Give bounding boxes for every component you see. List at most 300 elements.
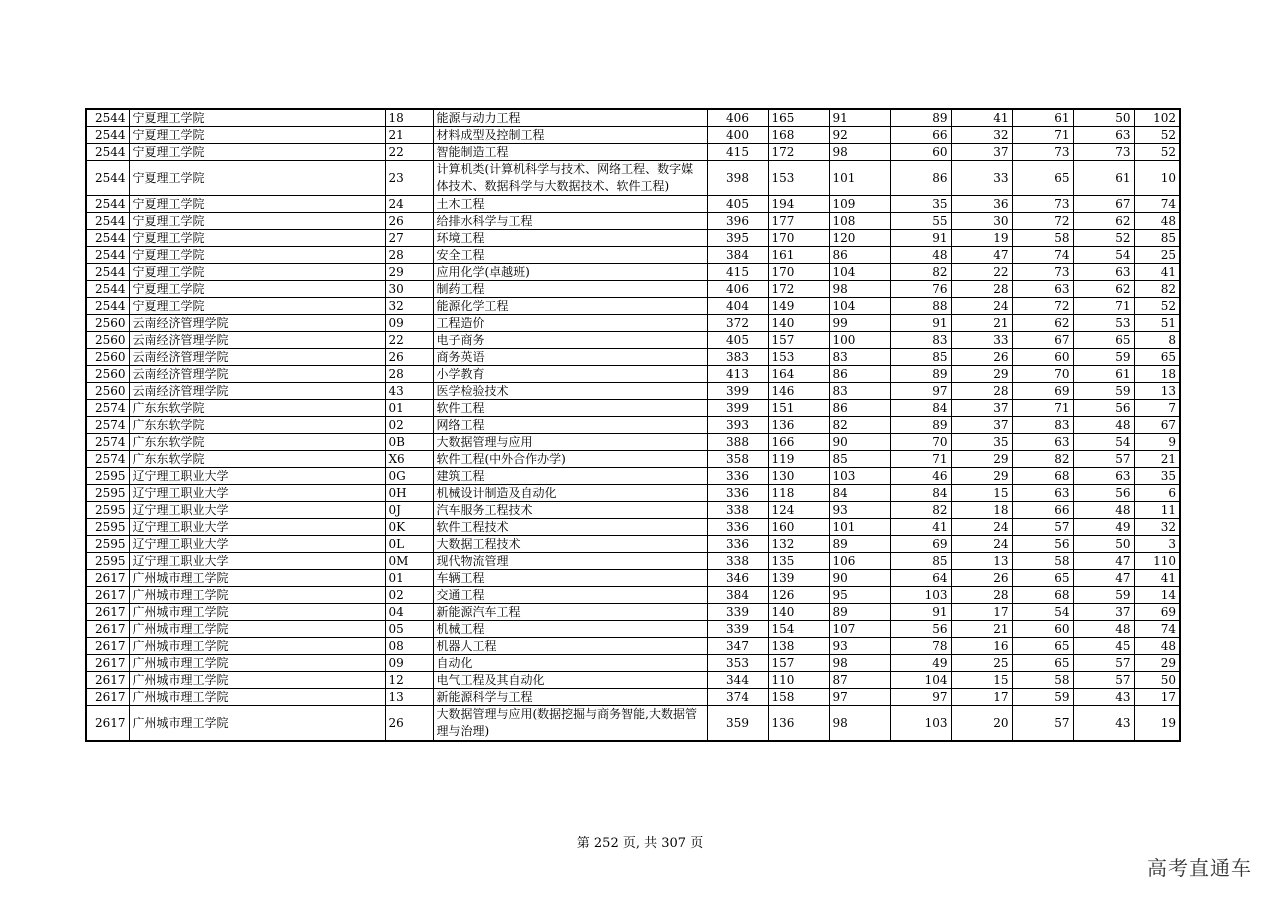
school-code-cell: 2617 [86,655,129,672]
school-code-cell: 2544 [86,127,129,144]
table-row [86,672,1180,689]
table-body [86,109,1180,741]
major-name-cell: 现代物流管理 [433,553,707,570]
score-g-cell: 65 [1134,349,1180,366]
score-total-cell: 336 [707,536,768,553]
score-c-cell: 97 [890,689,951,706]
score-e-cell: 70 [1012,366,1073,383]
score-b-cell: 83 [829,383,890,400]
score-e-cell: 57 [1012,519,1073,536]
score-f-cell: 47 [1073,553,1134,570]
score-b-cell: 99 [829,315,890,332]
school-code-cell: 2617 [86,689,129,706]
major-name-cell: 智能制造工程 [433,144,707,161]
score-total-cell: 384 [707,247,768,264]
table-row [86,621,1180,638]
score-total-cell: 339 [707,604,768,621]
score-e-cell: 65 [1012,638,1073,655]
score-f-cell: 43 [1073,706,1134,742]
score-c-cell: 86 [890,161,951,196]
school-name-cell: 宁夏理工学院 [129,213,385,230]
score-a-cell: 166 [768,434,829,451]
score-c-cell: 71 [890,451,951,468]
score-g-cell: 8 [1134,332,1180,349]
score-a-cell: 158 [768,689,829,706]
major-name-cell: 机器人工程 [433,638,707,655]
score-a-cell: 161 [768,247,829,264]
major-name-cell: 交通工程 [433,587,707,604]
score-g-cell: 17 [1134,689,1180,706]
score-c-cell: 103 [890,706,951,742]
major-name-cell: 新能源科学与工程 [433,689,707,706]
score-d-cell: 13 [951,553,1012,570]
school-name-cell: 广州城市理工学院 [129,689,385,706]
score-b-cell: 120 [829,230,890,247]
school-code-cell: 2595 [86,502,129,519]
major-code-cell: 0M [385,553,433,570]
score-e-cell: 63 [1012,281,1073,298]
major-name-cell: 给排水科学与工程 [433,213,707,230]
score-a-cell: 154 [768,621,829,638]
score-a-cell: 138 [768,638,829,655]
score-c-cell: 83 [890,332,951,349]
score-f-cell: 59 [1073,587,1134,604]
score-a-cell: 168 [768,127,829,144]
table-row [86,468,1180,485]
school-code-cell: 2560 [86,332,129,349]
score-d-cell: 33 [951,332,1012,349]
school-code-cell: 2617 [86,621,129,638]
school-name-cell: 辽宁理工职业大学 [129,536,385,553]
score-g-cell: 14 [1134,587,1180,604]
table-row [86,264,1180,281]
score-e-cell: 67 [1012,332,1073,349]
table-row [86,196,1180,213]
table-row [86,485,1180,502]
major-code-cell: 0K [385,519,433,536]
major-code-cell: 26 [385,213,433,230]
major-code-cell: 28 [385,247,433,264]
score-c-cell: 56 [890,621,951,638]
score-f-cell: 61 [1073,161,1134,196]
score-c-cell: 49 [890,655,951,672]
score-g-cell: 41 [1134,570,1180,587]
school-name-cell: 广东东软学院 [129,400,385,417]
score-total-cell: 347 [707,638,768,655]
major-code-cell: 09 [385,655,433,672]
score-d-cell: 41 [951,109,1012,127]
school-code-cell: 2617 [86,570,129,587]
score-d-cell: 18 [951,502,1012,519]
score-f-cell: 63 [1073,264,1134,281]
major-name-cell: 能源化学工程 [433,298,707,315]
score-d-cell: 24 [951,298,1012,315]
major-code-cell: X6 [385,451,433,468]
major-code-cell: 0J [385,502,433,519]
score-g-cell: 7 [1134,400,1180,417]
school-name-cell: 宁夏理工学院 [129,161,385,196]
school-name-cell: 宁夏理工学院 [129,144,385,161]
major-code-cell: 0G [385,468,433,485]
school-name-cell: 宁夏理工学院 [129,109,385,127]
score-f-cell: 61 [1073,366,1134,383]
score-total-cell: 372 [707,315,768,332]
score-total-cell: 359 [707,706,768,742]
score-a-cell: 146 [768,383,829,400]
score-b-cell: 100 [829,332,890,349]
score-f-cell: 45 [1073,638,1134,655]
school-name-cell: 宁夏理工学院 [129,281,385,298]
score-f-cell: 59 [1073,383,1134,400]
score-c-cell: 104 [890,672,951,689]
score-e-cell: 61 [1012,109,1073,127]
score-f-cell: 65 [1073,332,1134,349]
school-name-cell: 广州城市理工学院 [129,570,385,587]
score-g-cell: 51 [1134,315,1180,332]
major-code-cell: 22 [385,144,433,161]
score-e-cell: 71 [1012,400,1073,417]
score-f-cell: 57 [1073,672,1134,689]
score-f-cell: 59 [1073,349,1134,366]
table-row [86,519,1180,536]
school-name-cell: 宁夏理工学院 [129,196,385,213]
score-a-cell: 118 [768,485,829,502]
school-code-cell: 2595 [86,519,129,536]
score-total-cell: 383 [707,349,768,366]
score-b-cell: 86 [829,247,890,264]
table-row [86,281,1180,298]
score-d-cell: 35 [951,434,1012,451]
score-b-cell: 107 [829,621,890,638]
score-f-cell: 52 [1073,230,1134,247]
score-c-cell: 64 [890,570,951,587]
score-total-cell: 358 [707,451,768,468]
score-f-cell: 53 [1073,315,1134,332]
school-name-cell: 辽宁理工职业大学 [129,519,385,536]
score-c-cell: 84 [890,400,951,417]
score-a-cell: 170 [768,264,829,281]
score-b-cell: 98 [829,655,890,672]
school-code-cell: 2560 [86,315,129,332]
score-c-cell: 66 [890,127,951,144]
score-c-cell: 82 [890,502,951,519]
score-g-cell: 82 [1134,281,1180,298]
score-g-cell: 48 [1134,638,1180,655]
score-g-cell: 110 [1134,553,1180,570]
score-c-cell: 89 [890,109,951,127]
score-f-cell: 63 [1073,127,1134,144]
score-g-cell: 18 [1134,366,1180,383]
score-total-cell: 406 [707,109,768,127]
score-d-cell: 21 [951,315,1012,332]
score-b-cell: 106 [829,553,890,570]
table-row [86,638,1180,655]
major-code-cell: 0B [385,434,433,451]
score-f-cell: 37 [1073,604,1134,621]
score-b-cell: 86 [829,400,890,417]
major-code-cell: 12 [385,672,433,689]
score-c-cell: 60 [890,144,951,161]
score-a-cell: 139 [768,570,829,587]
major-name-cell: 材料成型及控制工程 [433,127,707,144]
score-b-cell: 95 [829,587,890,604]
school-code-cell: 2617 [86,706,129,742]
score-g-cell: 11 [1134,502,1180,519]
table-row [86,655,1180,672]
score-b-cell: 82 [829,417,890,434]
score-b-cell: 90 [829,570,890,587]
score-a-cell: 119 [768,451,829,468]
score-b-cell: 84 [829,485,890,502]
score-f-cell: 48 [1073,621,1134,638]
score-e-cell: 60 [1012,621,1073,638]
score-g-cell: 21 [1134,451,1180,468]
score-a-cell: 126 [768,587,829,604]
score-b-cell: 103 [829,468,890,485]
score-d-cell: 15 [951,672,1012,689]
score-a-cell: 160 [768,519,829,536]
score-f-cell: 43 [1073,689,1134,706]
score-c-cell: 84 [890,485,951,502]
score-c-cell: 85 [890,349,951,366]
score-b-cell: 108 [829,213,890,230]
score-a-cell: 177 [768,213,829,230]
score-g-cell: 19 [1134,706,1180,742]
score-d-cell: 15 [951,485,1012,502]
score-d-cell: 26 [951,570,1012,587]
school-name-cell: 辽宁理工职业大学 [129,553,385,570]
table-row [86,109,1180,127]
score-g-cell: 85 [1134,230,1180,247]
score-a-cell: 140 [768,315,829,332]
score-f-cell: 63 [1073,468,1134,485]
school-code-cell: 2544 [86,196,129,213]
score-e-cell: 65 [1012,655,1073,672]
major-name-cell: 大数据管理与应用(数据挖掘与商务智能,大数据管理与治理) [433,706,707,742]
score-b-cell: 98 [829,706,890,742]
score-b-cell: 101 [829,161,890,196]
school-name-cell: 广东东软学院 [129,434,385,451]
school-code-cell: 2544 [86,109,129,127]
school-name-cell: 辽宁理工职业大学 [129,468,385,485]
school-code-cell: 2574 [86,451,129,468]
score-total-cell: 399 [707,400,768,417]
table-row [86,230,1180,247]
score-g-cell: 6 [1134,485,1180,502]
score-a-cell: 124 [768,502,829,519]
score-g-cell: 41 [1134,264,1180,281]
score-d-cell: 30 [951,213,1012,230]
score-e-cell: 68 [1012,587,1073,604]
major-name-cell: 自动化 [433,655,707,672]
table-row [86,604,1180,621]
major-code-cell: 04 [385,604,433,621]
score-e-cell: 73 [1012,264,1073,281]
score-g-cell: 9 [1134,434,1180,451]
school-code-cell: 2544 [86,230,129,247]
score-c-cell: 69 [890,536,951,553]
school-name-cell: 宁夏理工学院 [129,264,385,281]
major-name-cell: 计算机类(计算机科学与技术、网络工程、数字媒体技术、数据科学与大数据技术、软件工程) [433,161,707,196]
score-d-cell: 33 [951,161,1012,196]
major-name-cell: 医学检验技术 [433,383,707,400]
score-total-cell: 398 [707,161,768,196]
score-f-cell: 73 [1073,144,1134,161]
score-a-cell: 140 [768,604,829,621]
major-code-cell: 0H [385,485,433,502]
table-row [86,315,1180,332]
major-name-cell: 大数据工程技术 [433,536,707,553]
school-name-cell: 辽宁理工职业大学 [129,502,385,519]
score-d-cell: 17 [951,689,1012,706]
major-code-cell: 18 [385,109,433,127]
score-c-cell: 91 [890,315,951,332]
score-a-cell: 136 [768,706,829,742]
score-d-cell: 28 [951,587,1012,604]
score-e-cell: 66 [1012,502,1073,519]
school-code-cell: 2544 [86,264,129,281]
major-code-cell: 02 [385,587,433,604]
major-name-cell: 工程造价 [433,315,707,332]
major-code-cell: 29 [385,264,433,281]
page-footer: 第 252 页, 共 307 页 [576,836,704,851]
school-name-cell: 云南经济管理学院 [129,332,385,349]
score-f-cell: 54 [1073,434,1134,451]
major-code-cell: 09 [385,315,433,332]
score-f-cell: 49 [1073,519,1134,536]
score-c-cell: 82 [890,264,951,281]
score-c-cell: 48 [890,247,951,264]
score-d-cell: 29 [951,366,1012,383]
major-code-cell: 13 [385,689,433,706]
major-name-cell: 土木工程 [433,196,707,213]
score-f-cell: 47 [1073,570,1134,587]
major-code-cell: 26 [385,349,433,366]
score-d-cell: 17 [951,604,1012,621]
score-e-cell: 59 [1012,689,1073,706]
score-e-cell: 62 [1012,315,1073,332]
score-d-cell: 24 [951,536,1012,553]
score-e-cell: 82 [1012,451,1073,468]
major-name-cell: 软件工程技术 [433,519,707,536]
score-total-cell: 415 [707,264,768,281]
school-code-cell: 2617 [86,638,129,655]
score-c-cell: 88 [890,298,951,315]
watermark-text: 高考直通车 [1147,856,1252,880]
score-a-cell: 153 [768,161,829,196]
score-c-cell: 91 [890,604,951,621]
score-e-cell: 72 [1012,213,1073,230]
score-c-cell: 35 [890,196,951,213]
score-total-cell: 399 [707,383,768,400]
score-c-cell: 70 [890,434,951,451]
major-code-cell: 21 [385,127,433,144]
table-row [86,502,1180,519]
score-a-cell: 110 [768,672,829,689]
score-d-cell: 16 [951,638,1012,655]
table-row [86,366,1180,383]
score-e-cell: 65 [1012,570,1073,587]
score-b-cell: 93 [829,502,890,519]
school-code-cell: 2574 [86,434,129,451]
major-name-cell: 应用化学(卓越班) [433,264,707,281]
score-e-cell: 72 [1012,298,1073,315]
school-code-cell: 2595 [86,536,129,553]
score-b-cell: 104 [829,264,890,281]
score-a-cell: 194 [768,196,829,213]
major-code-cell: 02 [385,417,433,434]
score-d-cell: 32 [951,127,1012,144]
score-d-cell: 25 [951,655,1012,672]
score-total-cell: 405 [707,332,768,349]
score-b-cell: 109 [829,196,890,213]
school-name-cell: 广州城市理工学院 [129,672,385,689]
score-a-cell: 157 [768,332,829,349]
score-f-cell: 50 [1073,536,1134,553]
major-name-cell: 车辆工程 [433,570,707,587]
score-total-cell: 406 [707,281,768,298]
score-e-cell: 56 [1012,536,1073,553]
table-row [86,587,1180,604]
score-e-cell: 83 [1012,417,1073,434]
school-code-cell: 2560 [86,383,129,400]
major-code-cell: 32 [385,298,433,315]
major-name-cell: 机械设计制造及自动化 [433,485,707,502]
score-c-cell: 89 [890,417,951,434]
school-code-cell: 2544 [86,161,129,196]
major-code-cell: 24 [385,196,433,213]
score-b-cell: 86 [829,366,890,383]
school-name-cell: 广州城市理工学院 [129,621,385,638]
score-g-cell: 52 [1134,127,1180,144]
score-d-cell: 28 [951,281,1012,298]
score-g-cell: 10 [1134,161,1180,196]
school-name-cell: 广州城市理工学院 [129,604,385,621]
school-name-cell: 广州城市理工学院 [129,706,385,742]
major-name-cell: 汽车服务工程技术 [433,502,707,519]
score-total-cell: 388 [707,434,768,451]
score-b-cell: 89 [829,536,890,553]
score-d-cell: 22 [951,264,1012,281]
major-code-cell: 28 [385,366,433,383]
table-row [86,332,1180,349]
score-total-cell: 415 [707,144,768,161]
score-d-cell: 37 [951,400,1012,417]
score-g-cell: 52 [1134,144,1180,161]
table-row [86,417,1180,434]
score-c-cell: 78 [890,638,951,655]
score-total-cell: 336 [707,468,768,485]
table-row [86,298,1180,315]
score-c-cell: 85 [890,553,951,570]
score-b-cell: 87 [829,672,890,689]
score-b-cell: 83 [829,349,890,366]
major-code-cell: 27 [385,230,433,247]
score-c-cell: 76 [890,281,951,298]
score-a-cell: 135 [768,553,829,570]
major-code-cell: 01 [385,570,433,587]
score-g-cell: 67 [1134,417,1180,434]
score-g-cell: 52 [1134,298,1180,315]
school-code-cell: 2574 [86,400,129,417]
school-name-cell: 宁夏理工学院 [129,298,385,315]
major-name-cell: 安全工程 [433,247,707,264]
score-c-cell: 103 [890,587,951,604]
table-row [86,570,1180,587]
score-total-cell: 336 [707,519,768,536]
score-a-cell: 151 [768,400,829,417]
admission-score-table [85,108,1181,742]
